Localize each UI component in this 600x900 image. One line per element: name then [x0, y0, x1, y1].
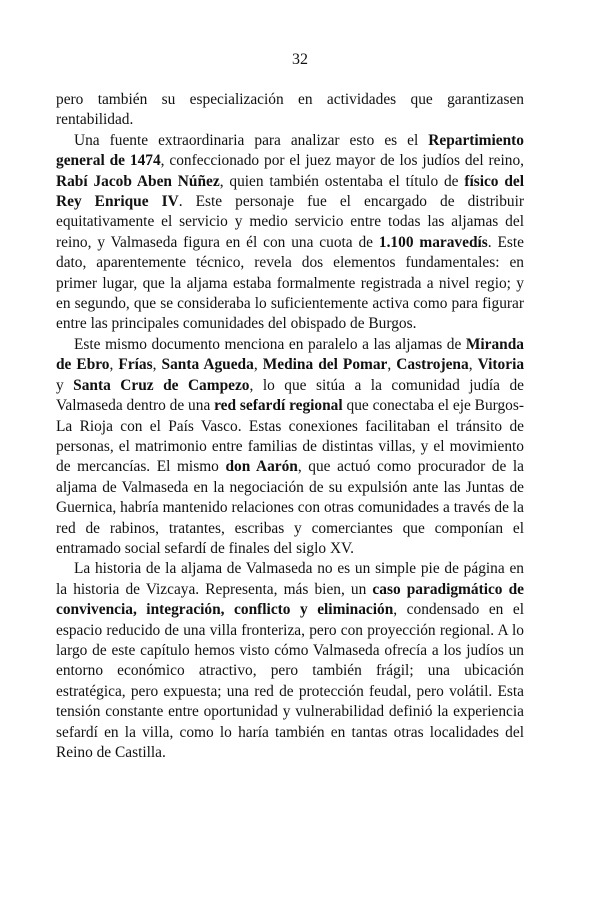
text-run: , lo que sitúa a la comunidad judía de Valmaseda dentro de una	[56, 376, 525, 415]
bold-text: Castrojena	[396, 356, 469, 374]
paragraph	[56, 335, 524, 559]
text-run: pero también su especialización en actividades que garantizasen rentabilidad.	[56, 91, 524, 129]
paragraph	[56, 559, 524, 763]
bold-text: Santa Cruz de Campezo	[73, 376, 250, 394]
bold-text: Santa Agueda	[161, 356, 254, 374]
text-run: , condensado en el espacio reducido de una villa fronteriza, pero con proyección regional. A lo largo de este capítulo hemos visto cómo Valmaseda ofrecía a los judíos un entorno económico atractivo, pero también frágil; una ubicación estratégica, pero expuesta; una red de protección feudal, pero volátil. Esta tensión constante entre oportunidad y vulnerabilidad definió la experiencia sefardí en la villa, como lo haría también en tantas otras localidades del Reino de Castilla.	[56, 601, 524, 761]
text-run: , quien también ostentaba el título de	[219, 172, 465, 190]
text-run: La historia de la aljama de Valmaseda no es un simple pie de página en la historia de Vizcaya. Representa, más bien, un	[56, 560, 524, 598]
bold-text: don Aarón	[225, 458, 298, 476]
bold-text: Repartimiento general de 1474	[56, 131, 524, 170]
bold-text: red sefardí regional	[214, 397, 343, 415]
bold-text: Rabí Jacob Aben Núñez	[56, 172, 220, 190]
bold-text: Miranda de Ebro	[56, 335, 524, 374]
text-run: ,	[152, 356, 162, 374]
bold-text: Medina del Pomar	[262, 356, 388, 374]
bold-text: 1.100 maravedís	[378, 233, 488, 251]
text-run: , confeccionado por el juez mayor de los judíos del reino,	[160, 152, 524, 170]
text-run: ,	[468, 356, 478, 374]
text-run: ,	[253, 356, 263, 374]
text-run: . Este personaje fue el encargado de distribuir equitativamente el servicio y medio servicio entre todas las aljamas del reino, y Valmaseda figura en él con una cuota de	[56, 193, 524, 251]
text-run: Este mismo documento menciona en paralelo a las aljamas de	[74, 335, 466, 353]
paragraph	[56, 90, 524, 131]
text-run: Una fuente extraordinaria para analizar esto es el	[74, 131, 429, 149]
body-text	[56, 90, 524, 763]
text-run: . Este dato, aparentemente técnico, revela dos elementos fundamentales: en primer lugar, que la aljama estaba formalmente registrada a nivel regio; y en segundo, que se consideraba lo suficientemente activa como para figurar entre las principales comunidades del obispado de Burgos.	[56, 233, 524, 333]
text-run: que conectaba el eje Burgos-La Rioja con el País Vasco. Estas conexiones facilitaban el tránsito de personas, el matrimonio entre familias de distintas villas, y el movimiento de mercancías. El mismo	[56, 397, 524, 476]
text-run: ,	[109, 356, 119, 374]
paragraph	[56, 131, 524, 335]
bold-text: caso paradigmático de convivencia, integración, conflicto y eliminación	[56, 580, 524, 619]
page-number: 32	[292, 51, 308, 68]
bold-text: Vitoria	[477, 356, 525, 374]
text-run: y	[56, 376, 74, 394]
bold-text: Frías	[118, 356, 153, 374]
text-run: ,	[387, 356, 397, 374]
text-run: , que actuó como procurador de la aljama de Valmaseda en la negociación de su expulsión ante las Juntas de Guernica, habría mantenido relaciones con otras comunidades a través de la red de rabinos, tratantes, escribas y comerciantes que componían el entramado social sefardí de finales del siglo XV.	[56, 458, 525, 557]
bold-text: físico del Rey Enrique IV	[56, 172, 524, 211]
